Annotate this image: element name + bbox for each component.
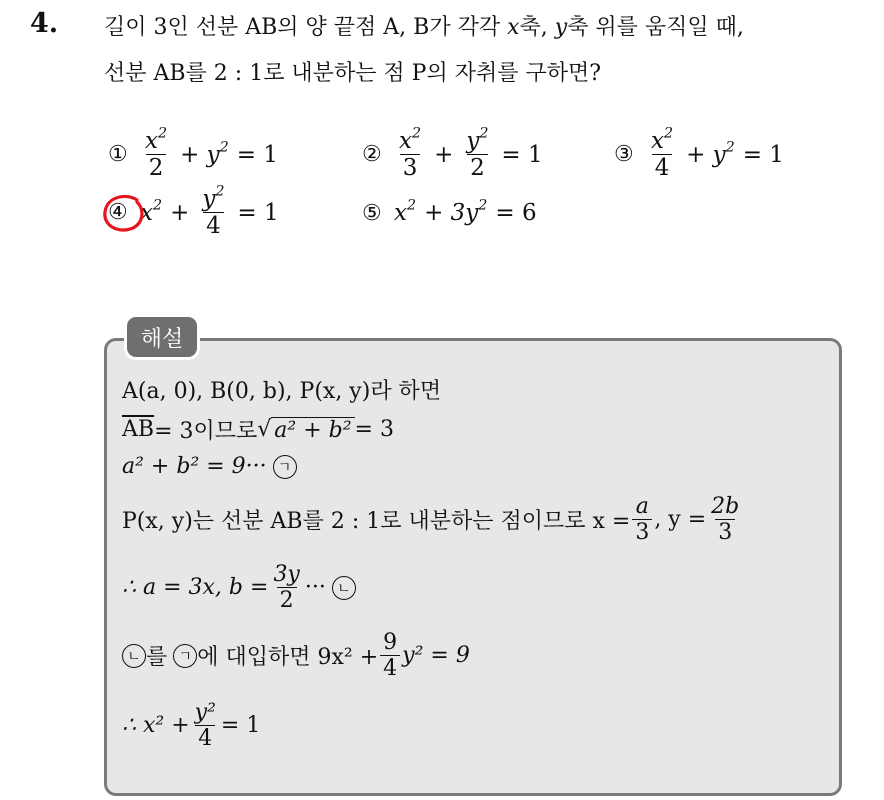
solution-tab: 해설 — [127, 317, 197, 357]
circled-label-1: ㄱ — [173, 644, 197, 668]
solution-text: ∴ a = 3x, b = — [122, 575, 269, 601]
numerator: 2b — [711, 494, 740, 519]
question-text-a: 길이 3인 선분 AB의 양 끝점 A, B가 각각 — [104, 15, 508, 40]
denominator: 2 — [277, 587, 297, 613]
denominator: 2 — [467, 154, 488, 181]
solution-text: P(x, y)는 선분 AB를 2 : 1로 내분하는 점이므로 x = — [122, 509, 631, 535]
question-line-2: 선분 AB를 2 : 1로 내분하는 점 P의 자취를 구하면? — [104, 61, 602, 86]
choice-mark: ② — [362, 142, 382, 168]
fraction — [270, 562, 302, 614]
choice-mark: ① — [108, 142, 128, 168]
term: $x^2$ — [140, 197, 163, 226]
answer-circle-mark — [101, 194, 147, 234]
solution-text: = 1 — [220, 713, 261, 739]
solution-text: A(a, 0), B(0, b), P(x, y)라 하면 — [122, 379, 442, 404]
numerator: y — [466, 128, 480, 154]
segment-ab: $\overline{AB}$ — [122, 417, 155, 442]
denominator: 4 — [203, 212, 224, 239]
fraction: $\frac{x^2}{4}$ — [651, 125, 674, 182]
numerator: 9 — [383, 630, 398, 655]
equals: = 1 — [237, 199, 279, 226]
numerator: y — [202, 186, 216, 212]
equals: = 1 — [742, 141, 784, 168]
circled-label-1: ㄱ — [273, 455, 297, 479]
question-number: 4. — [30, 8, 59, 39]
solution-text: = 3이므로 — [154, 419, 258, 444]
equals: = 6 — [495, 200, 537, 226]
solution-line-6 — [122, 630, 470, 682]
term: $x^2$ — [394, 197, 417, 226]
solution-line-4 — [122, 494, 744, 546]
denominator: 4 — [380, 655, 400, 681]
fraction — [380, 630, 400, 682]
choice-5[interactable] — [362, 197, 537, 226]
numerator: x — [145, 128, 158, 154]
solution-line-2 — [122, 414, 394, 445]
solution-text: 에 대입하면 9x² + — [197, 645, 379, 671]
y-var: y — [554, 15, 568, 40]
solution-text: ∴ x² + — [122, 713, 190, 739]
fraction: $\frac{y^2}{2}$ — [466, 125, 489, 182]
question-line-1 — [104, 10, 744, 41]
solution-text: 를 — [146, 645, 168, 671]
fraction: $\frac{x^2}{2}$ — [145, 125, 168, 182]
numerator: x — [651, 128, 664, 154]
term: + $y^2$ — [686, 139, 735, 168]
numerator: y² — [194, 700, 216, 725]
denominator: 3 — [400, 154, 421, 181]
denominator: 4 — [195, 725, 215, 751]
sqrt-body: a² + b² — [271, 417, 354, 443]
fraction: $\frac{y^2}{4}$ — [202, 183, 225, 240]
choice-mark: ④ — [108, 200, 128, 226]
solution-line-1 — [122, 374, 441, 405]
denominator: 3 — [632, 519, 652, 545]
equals: = 1 — [501, 141, 543, 168]
choice-mark: ⑤ — [362, 200, 382, 226]
solution-text: = 3 — [354, 417, 394, 442]
choice-1[interactable] — [108, 125, 278, 182]
solution-text: , y = — [654, 507, 707, 533]
fraction — [632, 494, 652, 546]
solution-line-7 — [122, 700, 260, 752]
numerator: x — [399, 128, 412, 154]
numerator: a — [635, 494, 649, 519]
numerator: 3y — [273, 562, 300, 587]
question-text-c: 축 위를 움직일 때, — [567, 15, 744, 40]
fraction — [708, 494, 742, 546]
choice-3[interactable] — [614, 125, 784, 182]
equals: = 1 — [236, 141, 278, 168]
denominator: 2 — [146, 154, 167, 181]
fraction — [192, 700, 219, 752]
denominator: 3 — [715, 519, 735, 545]
term: + $y^2$ — [180, 139, 229, 168]
circled-label-2: ㄴ — [332, 576, 356, 600]
solution-text: ··· — [304, 575, 326, 601]
solution-text: y² = 9 — [402, 643, 470, 669]
choice-2[interactable] — [362, 125, 543, 182]
question-text-b: 축, — [519, 15, 555, 40]
circled-label-2: ㄴ — [122, 644, 146, 668]
fraction: $\frac{x^2}{3}$ — [399, 125, 422, 182]
plus: + — [434, 141, 454, 168]
x-var: x — [507, 15, 520, 40]
denominator: 4 — [652, 154, 673, 181]
plus: + — [170, 199, 190, 226]
term: + $3y^2$ — [424, 197, 488, 226]
equation-1: a² + b² = 9··· — [122, 454, 267, 479]
solution-line-3 — [122, 454, 297, 479]
sqrt-sign: √ — [257, 417, 272, 442]
choice-mark: ③ — [614, 142, 634, 168]
solution-line-5 — [122, 562, 356, 614]
